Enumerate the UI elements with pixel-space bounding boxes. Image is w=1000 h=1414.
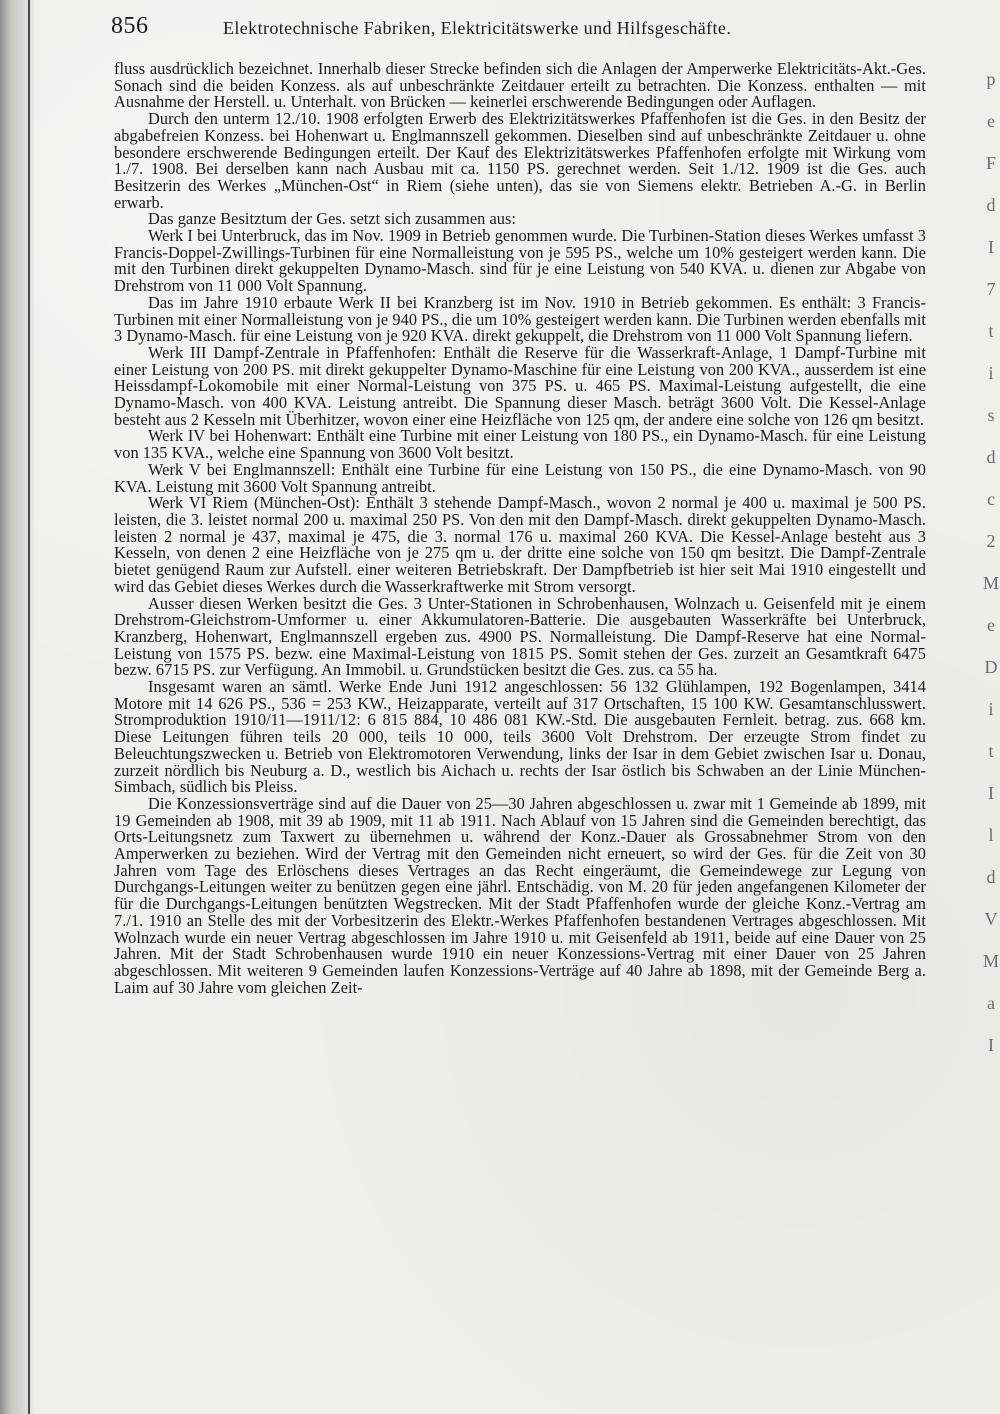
right-edge-fragment: I xyxy=(988,237,994,257)
left-binding-line xyxy=(28,0,30,1414)
right-edge-fragment: e xyxy=(987,111,995,131)
paragraph-asset-intro: Das ganze Besitztum der Ges. setzt sich zusammen aus: xyxy=(148,209,517,229)
right-edge-fragment: i xyxy=(988,699,994,719)
right-edge-fragment: I xyxy=(988,1035,994,1055)
right-edge-fragment: e xyxy=(987,615,995,635)
paragraph-connected-load-and-network: Insgesamt waren an sämtl. Werke Ende Juni 1912 angeschlossen: 56 132 Glühlampen, 192 Bogenlampen, 3414 Motore mit 14 626 PS., 536 = 253 KW., Heizapparate, verteilt auf 317 Ortschaften, 15 100 KW. Gesamtanschlusswert. Stromproduktion 1910/11—1911/12: 6 815 884, 10 486 081 KW.-Std. Die ausgebauten Fernleit. betrag. zus. 668 km. Diese Leitungen führen teils 20 000, teils 10 000, teils 3600 Volt Drehstrom. Der erzeugte Strom findet zu Beleuchtungszwecken u. Betrieb von Elektromotoren Verwendung, links der Isar in dem Gebiet zwischen Isar u. Donau, zurzeit nördlich bis Neuburg a. D., westlich bis Aichach u. rechts der Isar östlich bis Schwaben an der Linie München-Simbach, südlich bis Pleiss. xyxy=(114,677,926,797)
paragraph-substations-and-capacity: Ausser diesen Werken besitzt die Ges. 3 Unter-Stationen in Schrobenhausen, Wolnzach u. Geisenfeld mit je einem Drehstrom-Gleichstrom-Umformer u. einer Akkumulatoren-Batterie. Die ausgebauten Wasserkräfte bei Unterbruck, Kranzberg, Hohenwart, Englmannszell ergeben zus. 4900 PS. Normalleistung. Die Dampf-Reserve hat eine Normal-Leistung von 1575 PS. bezw. eine Maximal-Leistung von 1815 PS. Somit stehen der Ges. zurzeit an Gesamtkraft 6475 bezw. 6715 PS. zur Verfügung. An Immobil. u. Grundstücken besitzt die Ges. zus. ca 55 ha. xyxy=(114,593,926,680)
right-edge-fragment: V xyxy=(984,909,998,929)
paragraph-werk-iv: Werk IV bei Hohenwart: Enthält eine Turbine mit einer Leistung von 180 PS., ein Dynamo-Masch. für eine Leistung von 135 KVA., welche eine Spannung von 3600 Volt besitzt. xyxy=(114,426,926,463)
paragraph-pfaffenhofen-acquisition: Durch den unterm 12./10. 1908 erfolgten Erwerb des Elektrizitätswerkes Pfaffenhofen ist die Ges. in den Besitz der abgabefreien Konzess. bei Hohenwart u. Englmannszell gekommen. Dieselben sind auf unbeschränkte Zeitdauer u. ohne besondere erschwerende Bedingungen erteilt. Der Kauf des Elektrizitätswerkes Pfaffenhofen erfolgte mit Wirkung vom 1./7. 1908. Bei derselben kann nach Ausbau mit ca. 1150 PS. gerechnet werden. Seit 1./12. 1909 ist die Ges. auch Besitzerin des Werkes „München-Ost“ in Riem (siehe unten), das sie von Siemens elektr. Betrieben A.-G. in Berlin erwarb. xyxy=(114,109,926,212)
paragraph-werk-iii: Werk III Dampf-Zentrale in Pfaffenhofen: Enthält die Reserve für die Wasserkraft-Anlage, 1 Dampf-Turbine mit einer Leistung von 200 PS. mit direkt gekuppelter Dynamo-Maschine für eine Leistung von 200 KVA., ausserdem ist eine Heissdampf-Lokomobile mit einer Normal-Leistung von 375 PS. u. 465 PS. Maximal-Leistung aufgestellt, die eine Dynamo-Masch. von 400 KVA. Leistung antreibt. Die Spannung dieser Masch. beträgt 3600 Volt. Die Kessel-Anlage besteht aus 2 Kesseln mit Überhitzer, wovon einer eine Heizfläche von 125 qm, der andere eine solche von 126 qm besitzt. xyxy=(114,342,926,429)
paragraph-concession-contracts: Die Konzessionsverträge sind auf die Dauer von 25—30 Jahren abgeschlossen u. zwar mit 1 Gemeinde ab 1899, mit 19 Gemeinden ab 1908, mit 39 ab 1909, mit 11 ab 1911. Nach Ablauf von 15 Jahren sind die Gemeinden berechtigt, das Orts-Leitungsnetz zum Taxwert zu übernehmen u. während der Konz.-Dauer als Grossabnehmer Strom von den Amperwerken zu beziehen. Wird der Vertrag mit den Gemeinden nicht erneuert, so wird der Ges. für die Zeit von 30 Jahren vom Tage des Erlöschens dieses Vertrages an das Recht eingeräumt, die Gemeindewege zur Legung von Durchgangs-Leitungen weiter zu benützen gegen eine jährl. Entschädig. von M. 20 für jeden angefangenen Kilometer der für die Durchgangs-Leitungen benützten Wegstrecken. Mit der Stadt Pfaffenhofen wurde der gleiche Konz.-Vertrag am 7./1. 1910 an Stelle des mit der Vorbesitzerin des Elektr.-Werkes Pfaffenhofen bestandenen Vertrages abgeschlossen. Mit Wolnzach wurde ein neuer Vertrag abgeschlossen im Jahre 1910 u. mit Geisenfeld ab 1911, beide auf eine Dauer von 25 Jahren. Mit der Stadt Schrobenhausen wurde 1910 ein neuer Konzessions-Vertrag mit einer Dauer von 25 Jahren abgeschlossen. Mit weiteren 9 Gemeinden laufen Konzessions-Verträge auf 40 Jahre ab 1898, mit der Gemeinde Berg a. Laim auf 30 Jahre vom gleichen Zeit- xyxy=(114,793,926,997)
right-edge-fragment: D xyxy=(984,657,998,677)
right-edge-fragment: M xyxy=(982,951,999,971)
right-edge-fragment: d xyxy=(986,867,996,887)
right-edge-fragment: 2 xyxy=(986,531,996,551)
paragraph-werk-i: Werk I bei Unterbruck, das im Nov. 1909 in Betrieb genommen wurde. Die Turbinen-Station dieses Werkes umfasst 3 Francis-Doppel-Zwillings-Turbinen für eine Normalleistung von je 595 PS., welche um 10% gesteigert werden kann. Die mit den Turbinen direkt gekuppelten Dynamo-Masch. sind für je eine Leistung von 540 KVA. u. dienen zur Abgabe von Drehstrom von 11 000 Volt Spannung. xyxy=(114,226,926,296)
paragraph-continuation: fluss ausdrücklich bezeichnet. Innerhalb dieser Strecke befinden sich die Anlagen der Amperwerke Elektricitäts-Akt.-Ges. Sonach sind die beiden Konzess. als auf unbeschränkte Zeitdauer erteilt zu betrachten. Die Konzess. enthalten — mit Ausnahme der Herstell. u. Unterhalt. von Brücken — keinerlei erschwerende Bedingungen oder Auflagen. xyxy=(114,59,926,112)
paragraph-werk-ii: Das im Jahre 1910 erbaute Werk II bei Kranzberg ist im Nov. 1910 in Betrieb gekommen. Es enthält: 3 Francis-Turbinen mit einer Normalleistung von je 940 PS., die um 10% gesteigert werden kann. Die Turbinen werden ebenfalls mit 3 Dynamo-Masch. für eine Leistung von je 920 KVA. direkt gekuppelt, die Drehstrom von 11 000 Volt Spannung liefern. xyxy=(114,292,926,346)
right-edge-fragment: M xyxy=(982,573,999,593)
right-edge-fragment: I xyxy=(988,783,994,803)
right-edge-fragment: c xyxy=(987,489,995,509)
right-edge-fragment: t xyxy=(988,321,994,341)
right-edge-fragment: a xyxy=(987,993,995,1013)
right-edge-cropped-text xyxy=(982,58,1000,1055)
right-edge-fragment: l xyxy=(988,825,994,845)
main-text-column xyxy=(114,61,926,996)
running-title: Elektrotechnische Fabriken, Elektricitätswerke und Hilfsgeschäfte. xyxy=(223,18,732,38)
page-header xyxy=(111,12,851,46)
right-edge-fragment: s xyxy=(987,405,995,425)
page-number: 856 xyxy=(111,13,149,39)
right-edge-fragment: i xyxy=(988,363,994,383)
right-edge-fragment: 7 xyxy=(986,279,996,299)
right-edge-fragment: d xyxy=(986,447,996,467)
right-edge-fragment: p xyxy=(986,69,996,89)
right-edge-fragment: F xyxy=(985,153,996,173)
right-edge-fragment: d xyxy=(986,195,996,215)
right-edge-fragment: t xyxy=(988,741,994,761)
paragraph-werk-v: Werk V bei Englmannszell: Enthält eine Turbine für eine Leistung von 150 PS., die eine Dynamo-Masch. von 90 KVA. Leistung mit 3600 Volt Spannung antreibt. xyxy=(114,459,926,496)
paragraph-werk-vi: Werk VI Riem (München-Ost): Enthält 3 stehende Dampf-Masch., wovon 2 normal je 400 u. maximal je 500 PS. leisten, die 3. leistet normal 200 u. maximal 250 PS. Von den mit den Dampf-Masch. direkt gekuppelten Dynamo-Masch. leisten 2 normal je 437, maximal je 475, die 3. normal 176 u. maximal 260 KVA. Die Kessel-Anlage besteht aus 3 Kesseln, von denen 2 eine Heizfläche von je 275 qm u. der dritte eine solche von 150 qm besitzt. Die Dampf-Zentrale bietet genügend Raum zur Aufstell. einer weiteren Betriebskraft. Der Dampfbetrieb ist hier seit Mai 1910 eingestellt und wird das Gebiet dieses Werkes durch die Wasserkraftwerke mit Strom versorgt. xyxy=(114,493,926,596)
